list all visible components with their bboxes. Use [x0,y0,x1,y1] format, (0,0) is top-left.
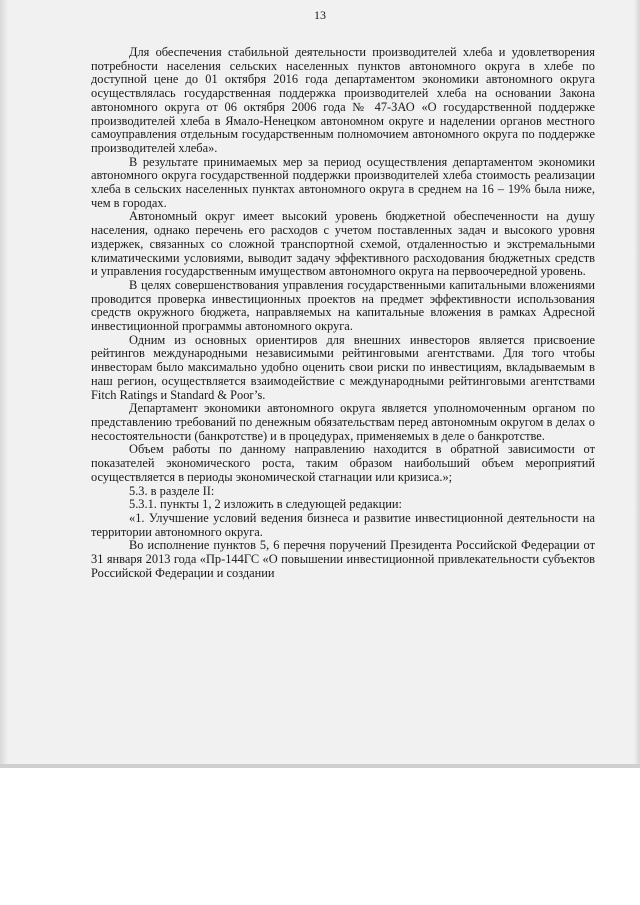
paragraph: 5.3. в разделе II: [129,483,215,498]
page-edge-left [0,0,8,768]
paragraph: В результате принимаемых мер за период осуществления департаментом экономики автономного округа государственной поддержки производителей хлеба стоимость реализации хлеба в сельских населенных пунктах автономного округа в среднем на 16 – 19% была ниже, чем в городах. [91,154,595,210]
paragraph: Для обеспечения стабильной деятельности производителей хлеба и удовлетворения потребности населения сельских населенных пунктов автономного округа в хлебе по доступной цене до 01 октября 2016 года департаментом экономики автономного округа осуществлялась государственная поддержка производителей хлеба на основании Закона автономного округа от 06 октября 2006 года № 47-ЗАО «О государственной поддержке производителей хлеба в Ямало-Ненецком автономном округе и наделении органов местного самоуправления отдельным государственным полномочием автономного округа по поддержке производителей хлеба». [91,45,595,155]
page-edge-right [634,0,640,768]
paragraph: 5.3.1. пункты 1, 2 изложить в следующей редакции: [129,497,402,512]
paragraph: «1. Улучшение условий ведения бизнеса и развитие инвестиционной деятельности на территории автономного округа. [91,510,595,539]
paragraph: В целях совершенствования управления государственными капитальными вложениями проводится проверка инвестиционных проектов на предмет эффективности использования средств окружного бюджета, направляемых на капитальные вложения в рамках Адресной инвестиционной программы автономного округа. [91,277,595,334]
paragraph: Объем работы по данному направлению находится в обратной зависимости от показателей экономического роста, таким образом наибольший объем мероприятий осуществляется в периоды экономической стагнации или кризиса.»; [91,442,595,484]
page-number: 13 [314,8,326,22]
paragraph: Автономный округ имеет высокий уровень бюджетной обеспеченности на душу населения, однако перечень его расходов с учетом поставленных задач и высокого уровня издержек, связанных со сложной транспортной схемой, отдаленностью и экстремальными климатическими условиями, выводит задачу эффективного расходования бюджетных средств и управления государственным имуществом автономного округа на первоочередной уровень. [91,209,595,279]
document-body [91,46,595,580]
paragraph: Одним из основных ориентиров для внешних инвесторов является присвоение рейтингов международными независимыми рейтинговыми агентствами. Для того чтобы инвесторам было максимально удобно оценить свои риски по инвестициям, вкладываемым в наш регион, осуществляется взаимодействие с международными рейтинговыми агентствами Fitch Ratings и Standard & Poor’s. [91,332,595,402]
paragraph: Департамент экономики автономного округа является уполномоченным органом по представлению требований по денежным обязательствам перед автономным округом в делах о несостоятельности (банкротстве) и в процедурах, применяемых в деле о банкротстве. [91,401,595,443]
paragraph: Во исполнение пунктов 5, 6 перечня поручений Президента Российской Федерации от 31 января 2013 года «Пр-144ГС «О повышении инвестиционной привлекательности субъектов Российской Федерации и создании [91,538,595,580]
page-edge-bottom [0,764,640,768]
